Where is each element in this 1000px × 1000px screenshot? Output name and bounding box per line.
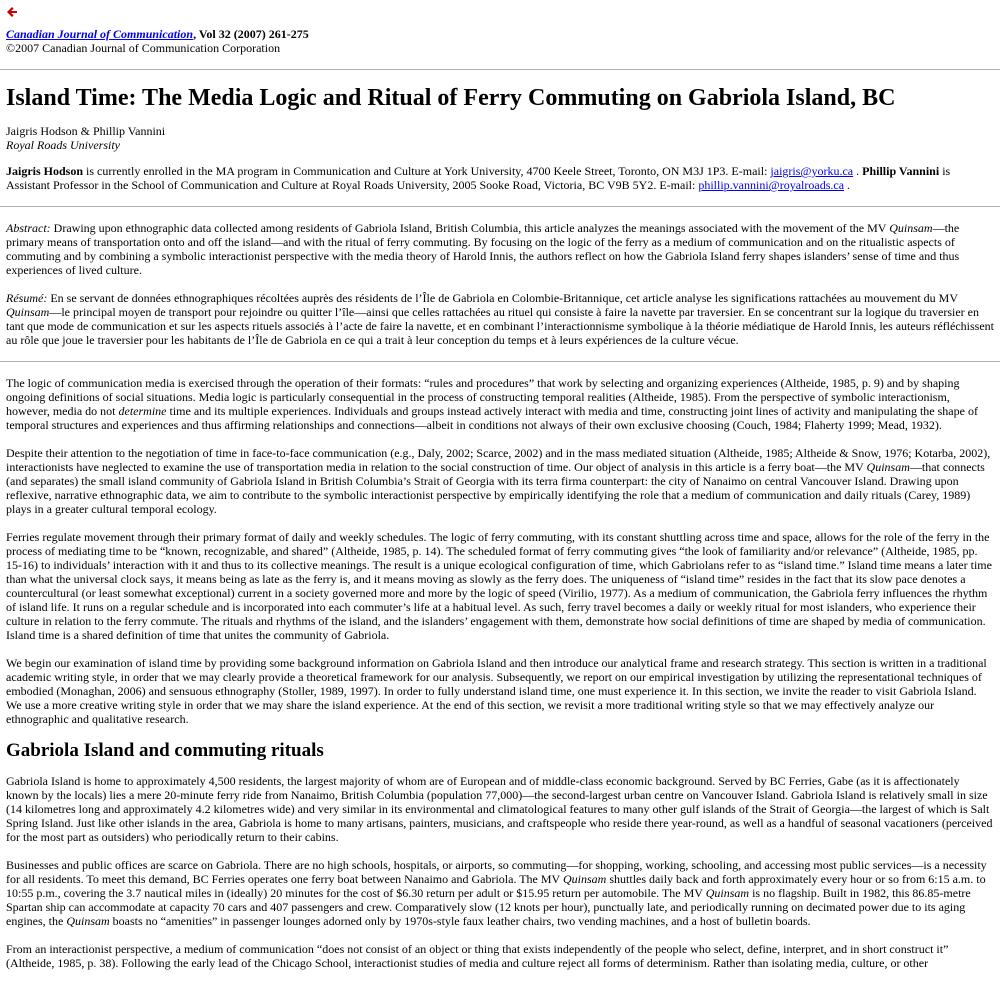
emphasis: Quinsam bbox=[66, 914, 110, 928]
paragraph bbox=[6, 858, 994, 928]
author-name-2: Phillip Vannini bbox=[862, 164, 940, 178]
copyright: ©2007 Canadian Journal of Communication Corporation bbox=[6, 41, 281, 55]
paragraph: We begin our examination of island time by providing some background information on Gabriola Island and then introduce our analytical frame and research strategy. This section is written in a traditional academic writing style, in order that we may clearly provide a theoretical framework for our analysis. Subsequently, we report on our empirical investigation by utilizing the representational techniques of embodied (Monaghan, 2006) and sensuous ethnography (Stoller, 1989, 1997). In order to fully understand island time, one must experience it. In this section, we invite the reader to visit Gabriola Island. We use a more creative writing style in order that we may share the island experience. At the end of this section, we revisit a more traditional writing style so that we may effectively analyze our ethnographic and qualitative research. bbox=[6, 656, 987, 726]
resume-text-2: —le principal moyen de transport pour rejoindre ou quitter l’île—ainsi que celles rattachées au rituel qui consiste à faire la navette par traversier. En se concentrant sur la logique du traversier en tant que mode de communication et sur les aspects rituels associés à l’acte de faire la navette, et en combinant l’interactionnisme symbolique à la théorie médiatique de Harold Innis, les auteurs réfléchissent au rôle que joue le traversier pour les habitants de l’Île de Gabriola en ce qui a trait à leur conception du temps et à leurs expériences de la culture vécue. bbox=[6, 305, 994, 347]
emphasis: determine bbox=[118, 404, 167, 418]
emphasis: Quinsam bbox=[705, 886, 750, 900]
bio-text-1: is currently enrolled in the MA program in Communication and Culture at York University, 4700 Keele Street, Toronto, ON M3J 1P3. E-mail: bbox=[83, 164, 771, 178]
bio-sep: . bbox=[853, 164, 863, 178]
emphasis: Quinsam bbox=[563, 872, 607, 886]
author-names: Jaigris Hodson & Phillip Vannini bbox=[6, 124, 166, 138]
abstract-label: Abstract: bbox=[6, 221, 51, 235]
author-bio bbox=[6, 164, 994, 192]
abstract-text-1: Drawing upon ethnographic data collected among residents of Gabriola Island, British Columbia, this article analyzes the meanings associated with the movement of the MV bbox=[50, 221, 890, 235]
paragraph bbox=[6, 376, 994, 432]
abstract-text-2: —the primary means of transportation onto and off the island—and with the ritual of ferry commuting. By focusing on the logic of the ferry as a medium of communication and on the ritualistic aspects of commuting and by combining a symbolic interactionist perspective with the media theory of Harold Innis, the authors reflect on how the Gabriola Island ferry shapes islanders’ sense of time and thus experiences of lived culture. bbox=[6, 221, 960, 277]
abstract-ship: Quinsam bbox=[889, 221, 933, 235]
citation bbox=[6, 27, 994, 55]
authors-block bbox=[6, 124, 994, 152]
paragraph bbox=[6, 446, 994, 516]
text: boasts no “amenities” in passenger lounges adorned only by 1970s-style faux leather chairs, two vending machines, and a host of bulletin boards. bbox=[109, 914, 811, 928]
text: is no flagship. Built in 1982, this 86.85-metre Spartan ship can accommodate at capacity 70 cars and 407 passengers and crew. Comparatively slow (12 knots per hour), punctually late, and periodically running on decimated power due to its aging engines, the bbox=[6, 886, 971, 928]
text: —that connects (and separates) the small island community of Gabriola Island in British Columbia’s Strait of Georgia with its terra firma counterpart: the city of Nanaimo on central Vancouver Island. Drawing upon reflexive, narrative ethnographic data, we aim to contribute to the symbolic interactionist perspective by empirically identifying the role that a medium of communication and daily rituals (Carey, 1989) plays in a greater cultural temporal ecology. bbox=[6, 460, 985, 516]
bio-end: . bbox=[844, 178, 851, 192]
abstract bbox=[6, 221, 994, 277]
back-arrow-icon-svg bbox=[6, 6, 18, 18]
paragraph: From an interactionist perspective, a medium of communication “does not consist of an object or thing that exists independently of the people who select, define, interpret, and in short construct it” (Altheide, 1985, p. 38). Following the early lead of the Chicago School, interactionist studies of media and culture reject all forms of determinism. Rather than isolating media, culture, or other bbox=[6, 942, 949, 970]
paragraph: Gabriola Island is home to approximately 4,500 residents, the largest majority of whom are of European and of middle-class economic background. Served by BC Ferries, Gabe (as it is affectionately known by the locals) lies a mere 20-minute ferry ride from Nanaimo, British Columbia (population 77,000)—the second-largest urban centre on Vancouver Island. Gabriola Island is relatively small in size (14 kilometres long and approximately 4.2 kilometres wide) and very similar in its environmental and climatological features to many other gulf islands of the Strait of Georgia—the largest of which is Salt Spring Island. Just like other islands in the area, Gabriola is home to many artisans, painters, musicians, and craftspeople who reside there year-round, as well as a handful of seasonal vacationers (perceived for the most part as outsiders) who periodically return to their cabins. bbox=[6, 774, 993, 844]
text: shuttles daily back and forth approximately every hour or so from 6:15 a.m. to 10:55 p.m., covering the 3.7 nautical miles in (ideally) 20 minutes for the cost of $6.30 return per adult or $15.95 return per automobile. The MV bbox=[6, 872, 986, 900]
resume bbox=[6, 291, 994, 347]
affiliation: Royal Roads University bbox=[6, 138, 120, 152]
author-name-1: Jaigris Hodson bbox=[6, 164, 84, 178]
resume-ship: Quinsam bbox=[6, 305, 50, 319]
divider bbox=[0, 361, 1000, 362]
text: Despite their attention to the negotiation of time in face-to-face communication (e.g., Daly, 2002; Scarce, 2002) and in the mass mediated situation (Altheide, 1985; Altheide & Snow, 1976; Kotarba, 2002), interactionists have neglected to examine the use of transportation media in relation to the social construction of time. Our object of analysis in this article is a ferry boat—the MV bbox=[6, 446, 991, 474]
text: time and its multiple experiences. Individuals and groups instead actively interact with media and time, constructing joint lines of activity and manipulating the shape of temporal structures and experiences and thus affirming relationships and connections—albeit in conditions not always of their own exclusive choosing (Couch, 1984; Flaherty 1999; Mead, 1932). bbox=[6, 404, 978, 432]
journal-link[interactable]: Canadian Journal of Communication bbox=[6, 27, 194, 41]
email-link-2[interactable]: phillip.vannini@royalroads.ca bbox=[698, 178, 845, 192]
back-arrow-icon[interactable] bbox=[6, 6, 18, 18]
paragraph: Ferries regulate movement through their primary format of daily and weekly schedules. The logic of ferry commuting, with its constant shuttling across time and space, allows for the role of the ferry in the process of mediating time to be “known, recognizable, and shared” (Altheide, 1985, p. 14). The scheduled format of ferry commuting gives “the look of familiarity and/or relevance” (Altheide, 1985, pp. 15-16) to individuals’ interaction with it and thus to its collective meanings. The result is a unique ecological configuration of time, which Gabriolans refer to as “island time.” Island time means a later time than what the universal clock says, it means being as late as the ferry is, and it means moving as slowly as the ferry does. The uniqueness of “island time” resides in the fact that its slow pace denotes a countercultural (or least somewhat exceptional) current in a society governed more and more by the logic of speed (Virilio, 1977). As a medium of communication, the Gabriola ferry influences the rhythm of island life. It runs on a regular schedule and is incorporated into each commuter’s life at a habitual level. As such, ferry travel becomes a daily or weekly ritual for most islanders, who experience their culture in relation to the ferry commute. The rituals and rhythms of the island, and the islanders’ engagement with them, demonstrate how social definitions of time are shaped by media of communication. Island time is a shared definition of time that unites the community of Gabriola. bbox=[6, 530, 992, 642]
section-heading: Gabriola Island and commuting rituals bbox=[6, 740, 324, 761]
article-title: Island Time: The Media Logic and Ritual of Ferry Commuting on Gabriola Island, BC bbox=[6, 85, 896, 111]
volume-info: , Vol 32 (2007) 261-275 bbox=[193, 27, 309, 41]
email-link-1[interactable]: jaigris@yorku.ca bbox=[770, 164, 854, 178]
text: The logic of communication media is exercised through the operation of their formats: “rules and procedures” that work by selecting and organizing experiences (Altheide, 1985, p. 9) and by shaping ongoing definitions of social situations. Media logic is particularly consequential in the process of constructing temporal realities (Altheide, 1985). From the perspective of symbolic interactionism, however, media do not bbox=[6, 376, 960, 418]
divider bbox=[0, 206, 1000, 207]
divider bbox=[0, 69, 1000, 70]
resume-text-1: En se servant de données ethnographiques récoltées auprès des résidents de l’Île de Gabriola en Colombie-Britannique, cet article analyse les significations rattachées au mouvement du MV bbox=[47, 291, 958, 305]
text: Businesses and public offices are scarce on Gabriola. There are no high schools, hospitals, or airports, so commuting—for shopping, working, schooling, and accessing most public services—is a necessity for all residents. To meet this demand, BC Ferries operates one ferry boat between Nanaimo and Gabriola. The MV bbox=[6, 858, 987, 886]
emphasis: Quinsam bbox=[866, 460, 910, 474]
bio-text-2: is Assistant Professor in the School of Communication and Culture at Royal Roads University, 2005 Sooke Road, Victoria, BC V9B 5Y2. E-mail: bbox=[6, 164, 951, 192]
resume-label: Résumé: bbox=[6, 291, 48, 305]
